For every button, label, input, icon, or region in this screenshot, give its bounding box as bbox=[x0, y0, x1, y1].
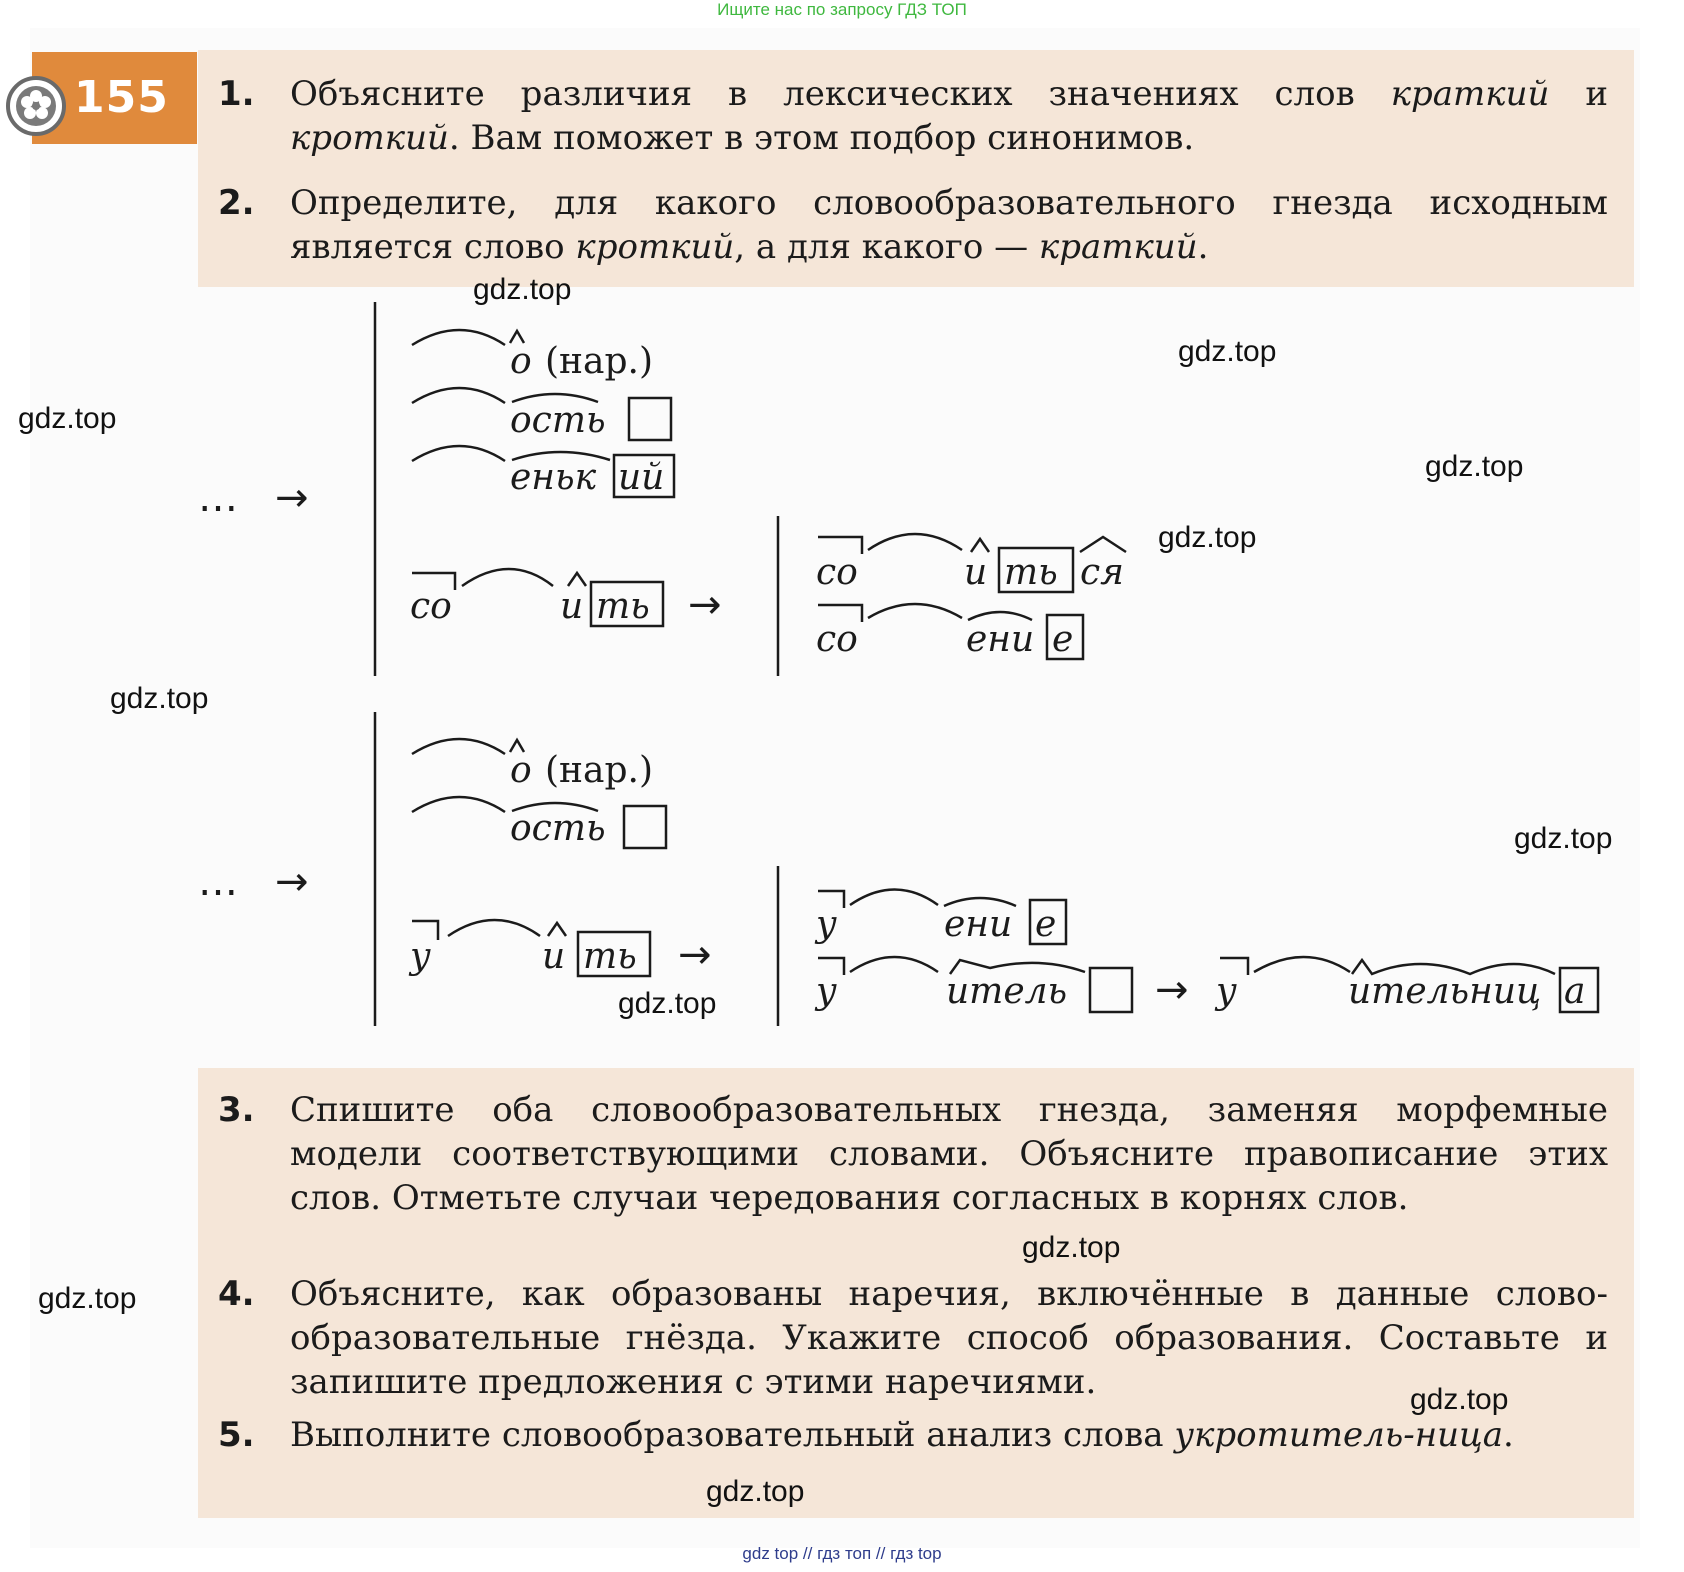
task-number: 5. bbox=[218, 1415, 255, 1455]
morph-suffix: итель bbox=[946, 971, 1068, 1012]
morph-ending: ть bbox=[1004, 552, 1058, 593]
root-arc bbox=[868, 604, 962, 618]
root-arc bbox=[412, 446, 505, 461]
task-text-part: . bbox=[1197, 227, 1209, 267]
postfix-mark bbox=[1080, 537, 1126, 552]
morph-postfix: ся bbox=[1080, 552, 1124, 593]
morph-suffix: ительниц bbox=[1348, 971, 1542, 1012]
task-text-part: . Вам поможет в этом подбор синонимов. bbox=[448, 118, 1195, 158]
task-text: Объясните, как образованы наречия, включённые в данные слово-образовательные гнёзда. Укажите способ образования. Составьте и запишите предложения с этими наречиями. bbox=[290, 1274, 1608, 1402]
morph-prefix: со bbox=[410, 586, 452, 627]
task-word-italic: кроткий bbox=[290, 118, 449, 158]
morph-ending: а bbox=[1564, 971, 1586, 1012]
morph-suffix: ость bbox=[510, 400, 606, 441]
morph-suffix: и bbox=[560, 586, 584, 627]
suffix-mark bbox=[568, 573, 586, 586]
morph-ending: ть bbox=[596, 586, 650, 627]
ellipsis-start: … bbox=[198, 475, 238, 521]
morph-suffix: о bbox=[510, 750, 532, 791]
task-text: Спишите оба словообразовательных гнезда, заменяя морфемные модели соответствующими словами. Объясните правописание этих слов. Отметьте случаи чередования согласных в корнях слов. bbox=[290, 1090, 1608, 1218]
footer-note[interactable]: gdz top // гдз топ // гдз top bbox=[742, 1544, 942, 1563]
task-number: 4. bbox=[218, 1274, 255, 1314]
watermark: gdz.top bbox=[110, 682, 209, 715]
arrow-icon: → bbox=[678, 932, 712, 978]
watermark: gdz.top bbox=[706, 1475, 805, 1508]
root-arc bbox=[868, 534, 962, 550]
task-text-part: Определите, для какого словообразовательного гнезда исходным является слово bbox=[290, 183, 1608, 267]
watermark: gdz.top bbox=[618, 987, 717, 1020]
task-number: 3. bbox=[218, 1090, 255, 1130]
watermark: gdz.top bbox=[38, 1282, 137, 1315]
task-number: 1. bbox=[218, 74, 255, 114]
morph-prefix: со bbox=[816, 619, 858, 660]
watermark: gdz.top bbox=[1410, 1383, 1509, 1416]
watermark: gdz.top bbox=[1425, 450, 1524, 483]
ellipsis-start: … bbox=[198, 859, 238, 905]
morph-suffix: ени bbox=[966, 619, 1035, 660]
morph-ending: ть bbox=[583, 936, 637, 977]
morph-ending: е bbox=[1052, 619, 1074, 660]
task-text-part: Объясните различия в лексических значениях слов bbox=[290, 74, 1391, 114]
morph-suffix: ость bbox=[510, 808, 606, 849]
root-arc bbox=[412, 388, 505, 403]
morph-suffix: о bbox=[510, 341, 532, 382]
task-number: 2. bbox=[218, 183, 255, 223]
arrow-icon: → bbox=[688, 582, 722, 628]
task-word-italic: краткий bbox=[1038, 227, 1198, 267]
arrow-icon: → bbox=[275, 475, 309, 521]
root-arc bbox=[412, 330, 505, 345]
morph-prefix: у bbox=[816, 971, 837, 1012]
morph-prefix: у bbox=[1216, 971, 1237, 1012]
adverb-note: (нар.) bbox=[545, 341, 654, 382]
task-text-part: Выполните словообразовательный анализ слова bbox=[290, 1415, 1175, 1455]
root-arc bbox=[1254, 957, 1350, 972]
root-arc bbox=[412, 797, 505, 812]
task-word-italic: краткий bbox=[1390, 74, 1550, 114]
suffix-mark bbox=[548, 923, 566, 936]
arrow-icon: → bbox=[275, 859, 309, 905]
watermark: gdz.top bbox=[1178, 335, 1277, 368]
arrow-icon: → bbox=[1155, 967, 1189, 1013]
morph-prefix: у bbox=[816, 904, 837, 945]
adverb-note: (нар.) bbox=[545, 750, 654, 791]
ending-box bbox=[624, 806, 666, 848]
root-arc bbox=[462, 569, 553, 586]
task-word-italic: кроткий bbox=[575, 227, 735, 267]
watermark: gdz.top bbox=[1514, 822, 1613, 855]
morph-ending: е bbox=[1035, 904, 1057, 945]
header-note[interactable]: Ищите нас по запросу ГДЗ ТОП bbox=[717, 0, 967, 19]
task-text-part: и bbox=[1549, 74, 1609, 114]
morph-suffix: и bbox=[542, 936, 566, 977]
task-text-part: , а для какого — bbox=[734, 227, 1039, 267]
morph-ending: ий bbox=[618, 457, 665, 498]
watermark: gdz.top bbox=[1158, 521, 1257, 554]
root-arc bbox=[448, 920, 540, 936]
watermark: gdz.top bbox=[473, 273, 572, 306]
morph-suffix: еньк bbox=[510, 457, 597, 498]
morph-suffix: и bbox=[964, 552, 988, 593]
morph-prefix: со bbox=[816, 552, 858, 593]
root-arc bbox=[412, 739, 505, 754]
ending-box bbox=[1090, 968, 1132, 1012]
morph-suffix: ени bbox=[944, 904, 1013, 945]
watermark: gdz.top bbox=[18, 402, 117, 435]
root-arc bbox=[850, 890, 938, 906]
watermark: gdz.top bbox=[1022, 1231, 1121, 1264]
task-word-italic: укротитель-ница bbox=[1174, 1415, 1504, 1455]
exercise-number: 155 bbox=[74, 72, 169, 123]
morph-prefix: у bbox=[410, 936, 431, 977]
ending-box bbox=[629, 398, 671, 440]
task-text-part: . bbox=[1503, 1415, 1514, 1455]
root-arc bbox=[850, 957, 938, 972]
suffix-mark bbox=[971, 539, 989, 552]
